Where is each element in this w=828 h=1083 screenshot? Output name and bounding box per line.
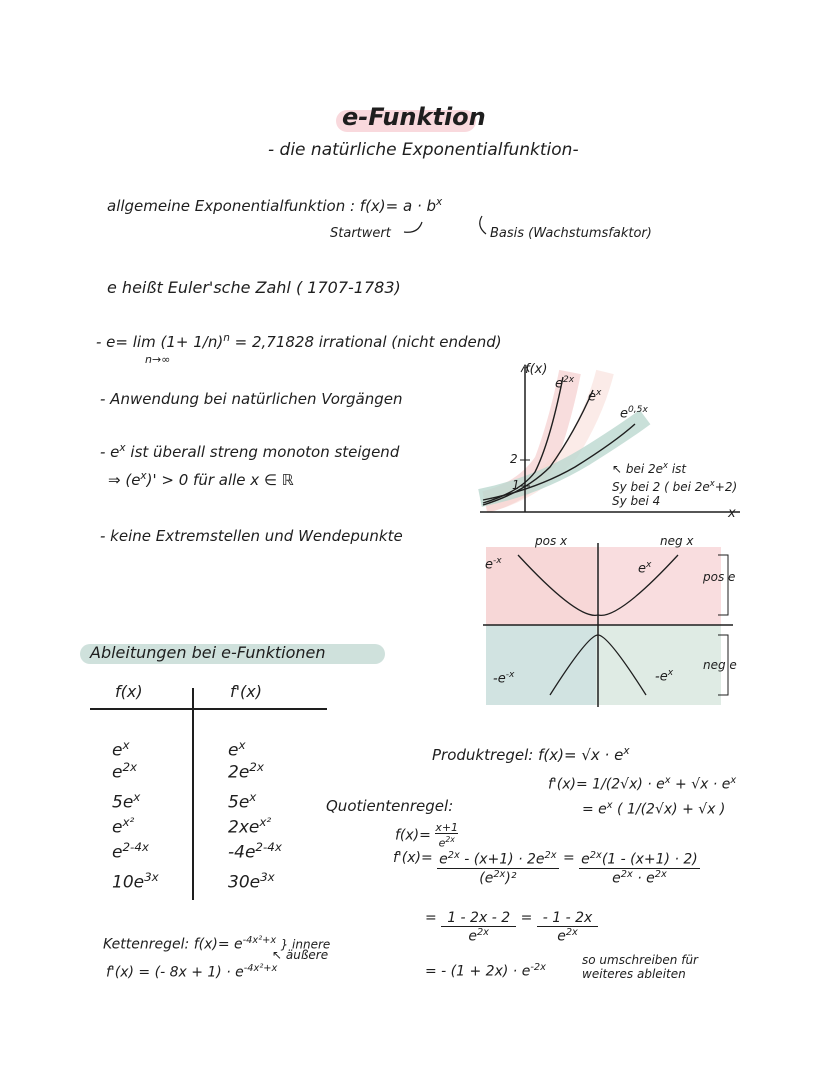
e2x-exp: 2x <box>563 375 575 385</box>
produkt-d2-text: = e <box>582 801 607 818</box>
quotient-d-frac <box>437 850 558 886</box>
table-cell-df <box>228 840 282 863</box>
quotient-note <box>582 953 698 981</box>
table-cell-f <box>112 840 149 863</box>
ex-base: e <box>588 389 596 405</box>
produkt-d1-exp: x <box>664 775 671 786</box>
qd2d-exp: 2x <box>620 868 633 880</box>
quotient-note-2: weiteres ableiten <box>582 967 686 981</box>
general-text: allgemeine Exponentialfunktion : f(x)= a · b <box>107 197 437 215</box>
table-col-fx: f(x) <box>115 682 143 701</box>
note1-exp: x <box>663 460 669 470</box>
e2x-base: e <box>555 376 563 392</box>
basis-label: Basis (Wachstumsfaktor) <box>490 226 652 241</box>
e05x-exp: 0,5x <box>628 405 648 415</box>
table-cell-df <box>228 738 246 761</box>
table-cell-df <box>228 790 256 813</box>
cell-df-base: e <box>228 740 239 761</box>
note1-rest: ist <box>668 462 687 476</box>
cell-f-exp: x <box>133 790 141 804</box>
qd2d-rest-exp: 2x <box>654 868 667 880</box>
graph-note-1: ↖ bei $2e^x$ ist <box>612 460 687 476</box>
produkt-d1-rest: + √x · e <box>670 776 731 793</box>
ex-exp: x <box>596 388 602 398</box>
quotient-f <box>395 822 458 849</box>
quotient-d-den <box>437 869 558 887</box>
cell-f-exp: x² <box>122 815 135 829</box>
table-hline <box>90 708 327 710</box>
graph-notes <box>612 458 737 508</box>
cell-f-exp: 3x <box>144 870 159 884</box>
quotient-f-den <box>435 834 458 849</box>
kette-d <box>106 963 277 981</box>
kette-f-exp: -4x²+x <box>242 935 277 946</box>
kette-d-text: f'(x) = (- 8x + 1) · e <box>106 964 244 981</box>
qdn-base: e <box>439 851 448 868</box>
cell-df-base: 30e <box>228 872 261 893</box>
bullet-keine: - keine Extremstellen und Wendepunkte <box>100 527 403 545</box>
page-subtitle: - die natürliche Exponentialfunktion- <box>268 140 579 160</box>
qs2-den-base: e <box>557 928 566 945</box>
limit-exp: n <box>223 332 230 344</box>
note2-rest: +2) <box>714 480 738 494</box>
ex2-base: e <box>638 561 646 577</box>
nemx-base: -e <box>493 671 506 687</box>
quotient-s2 <box>537 910 599 945</box>
cell-f-base: e <box>112 842 123 863</box>
euler-line: e heißt Euler'sche Zahl ( 1707-1783) <box>107 278 401 297</box>
cell-df-exp: x² <box>259 815 272 829</box>
note2-exp: x <box>709 478 715 488</box>
table-cell-f <box>112 760 137 783</box>
bullet-derivative <box>108 470 294 489</box>
cell-f-exp: x <box>122 738 130 752</box>
cell-f-base: 5e <box>112 792 134 813</box>
limit-expr: (1+ 1/n) <box>160 333 224 351</box>
graph-note-2 <box>612 476 737 494</box>
graph-label-ex <box>588 388 601 404</box>
quotient-d-num <box>437 850 558 869</box>
produkt-d1 <box>548 775 736 793</box>
ex2-exp: x <box>646 560 652 570</box>
graph-y-label: f(x) <box>525 362 548 377</box>
derivative-line: ⇒ (e <box>108 471 141 489</box>
qdn-rest-exp: 2x <box>544 850 557 861</box>
qd2d-rest: · e <box>632 870 655 887</box>
nex-base: -e <box>655 669 668 685</box>
produkt-d2-exp: x <box>606 800 613 811</box>
qs1-den-base: e <box>468 928 477 945</box>
table-cell-f <box>112 815 134 838</box>
quotient-d: f'(x)= $\frac{e^{2x} - (x+1) \cdot 2e^{2x}}{(e^{2x})^2}$ = $\frac{e^{2x}(1 - (x+1) \cdot 2)}{e^{2x} \cdot e^{2x}}$ <box>393 850 698 887</box>
quotient-f-frac <box>435 822 458 849</box>
cell-f-base: e <box>112 740 123 761</box>
kette-label: Kettenregel: <box>103 936 190 953</box>
bullet-monoton <box>100 442 399 461</box>
cell-df-exp: x <box>249 790 257 804</box>
table-col-dfx: f'(x) <box>230 682 262 701</box>
kette-f: f(x)= e <box>193 936 243 953</box>
qs2-num: - 1 - 2x <box>537 910 599 927</box>
emx-exp: -x <box>493 556 502 566</box>
quotient-label: Quotientenregel: <box>326 797 454 815</box>
label-neg-ex <box>655 668 673 684</box>
quotient-f-den-exp: 2x <box>445 835 455 844</box>
kette-d-exp: -4x²+x <box>243 963 278 974</box>
kette-innere: } innere <box>280 937 331 952</box>
cell-df-base: 2xe <box>228 817 260 838</box>
cell-f-base: 10e <box>112 872 145 893</box>
cell-f-exp: 2x <box>122 760 138 774</box>
graph-tick-1: 1 <box>512 478 520 492</box>
page-title: e-Funktion <box>342 103 486 131</box>
qs2-den-exp: 2x <box>565 927 578 938</box>
graph-x-label: x <box>728 506 736 521</box>
qs1-den-exp: 2x <box>476 927 489 938</box>
table-cell-df <box>228 870 275 893</box>
table-cell-f <box>112 870 159 893</box>
quadrant-graph <box>478 535 748 715</box>
quotient-final <box>425 962 546 980</box>
produkt-f-exp: x <box>623 745 630 757</box>
cell-f-base: e <box>112 762 123 783</box>
cell-f-exp: 2-4x <box>122 840 149 854</box>
produkt-d2-rest: ( 1/(2√x) + √x ) <box>612 801 726 818</box>
label-ex-2 <box>638 560 651 576</box>
nex-exp: x <box>667 668 674 678</box>
qdn-rest: - (x+1) · 2e <box>459 851 545 868</box>
quotient-s1 <box>441 910 516 945</box>
general-exp: x <box>436 196 443 208</box>
qd2n-base: e <box>581 851 590 868</box>
graph-tick-2: 2 <box>510 452 518 466</box>
ableitungen-heading: Ableitungen bei e-Funktionen <box>90 643 326 662</box>
note1-text: bei 2e <box>625 462 664 476</box>
label-e-minus-x <box>485 556 502 572</box>
graph-label-e2x <box>555 375 574 391</box>
cell-df-base: -4e <box>228 842 256 863</box>
produkt-line <box>432 745 630 764</box>
label-neg-e-minus-x <box>493 670 514 686</box>
monoton-exp: x <box>119 442 126 454</box>
produkt-label: Produktregel: <box>432 746 534 764</box>
quotient-d2-frac <box>579 850 700 886</box>
qd2d-base: e <box>612 870 621 887</box>
emx-base: e <box>485 557 493 573</box>
cell-df-exp: 3x <box>260 870 275 884</box>
qd2n-exp: 2x <box>589 850 602 861</box>
pos-e-label: pos e <box>703 570 736 584</box>
produkt-d2 <box>582 800 725 818</box>
table-vline <box>192 688 194 900</box>
qs1-den <box>441 927 516 945</box>
graph-note-3: Sy bei 4 <box>612 494 661 508</box>
qd2n-rest: (1 - (x+1) · 2) <box>601 851 698 868</box>
quotient-note-1: so umschreiben für <box>582 953 698 967</box>
neg-x-label: neg x <box>660 534 694 548</box>
qdn-exp: 2x <box>447 850 460 861</box>
derivative-line2: )' > 0 für alle x ∈ ℝ <box>146 471 294 489</box>
monoton-prefix: - e <box>100 443 120 461</box>
quotient-d2-num <box>579 850 700 869</box>
general-definition <box>107 196 442 215</box>
quotient-final-exp: -2x <box>530 962 546 973</box>
limit-prefix: - e= lim <box>96 333 156 351</box>
neg-e-label: neg e <box>703 658 737 672</box>
derivative-exp: x <box>140 470 147 482</box>
table-cell-f <box>112 738 130 761</box>
kette-aeussere: ↖ äußere <box>272 948 329 962</box>
limit-line <box>96 332 502 351</box>
qdd-exp: 2x <box>493 868 506 880</box>
produkt-f: f(x)= √x · e <box>538 746 624 764</box>
cell-df-exp: 2x <box>249 760 264 774</box>
pos-x-label: pos x <box>535 534 568 548</box>
limit-rest: = 2,71828 irrational (nicht endend) <box>234 333 502 351</box>
note2-text: Sy bei 2 ( bei 2e <box>612 480 710 494</box>
quotient-f-num: x+1 <box>435 821 459 834</box>
graph-label-e05x <box>620 405 648 421</box>
quotient-simplify: = $\frac{1 - 2x - 2}{e^{2x}}$ = $\frac{- 1 - 2x}{e^{2x}}$ <box>425 910 598 945</box>
quotient-f-den-base: e <box>438 836 446 850</box>
cell-df-exp: x <box>238 738 246 752</box>
quotient-final-text: = - (1 + 2x) · e <box>425 963 531 980</box>
qdd-base: (e <box>479 870 494 887</box>
qs2-den <box>537 927 599 945</box>
produkt-d1-text: f'(x)= 1/(2√x) · e <box>548 776 665 793</box>
quotient-d2-den <box>579 869 700 887</box>
nemx-exp: -x <box>505 670 515 680</box>
e05x-base: e <box>620 406 628 422</box>
annotation-arrows <box>400 210 490 240</box>
table-cell-f <box>112 790 140 813</box>
cell-f-base: e <box>112 817 123 838</box>
kette-aeussere-text: äußere <box>285 948 329 962</box>
quotient-d-prefix: f'(x)= <box>393 850 433 866</box>
cell-df-base: 2e <box>228 762 250 783</box>
limit-sub: n→∞ <box>145 353 171 366</box>
cell-df-base: 5e <box>228 792 250 813</box>
startwert-label: Startwert <box>330 226 391 241</box>
quotient-f-text: f(x)= <box>395 827 431 844</box>
monoton-text: ist überall streng monoton steigend <box>130 443 400 461</box>
produkt-d1-rest-exp: x <box>730 775 737 786</box>
cell-df-exp: 2-4x <box>255 840 282 854</box>
table-cell-df <box>228 760 264 783</box>
qs1-num: 1 - 2x - 2 <box>441 910 516 927</box>
table-cell-df <box>228 815 271 838</box>
bullet-anwendung: - Anwendung bei natürlichen Vorgängen <box>100 390 403 408</box>
qdd-rest: )² <box>505 870 517 887</box>
